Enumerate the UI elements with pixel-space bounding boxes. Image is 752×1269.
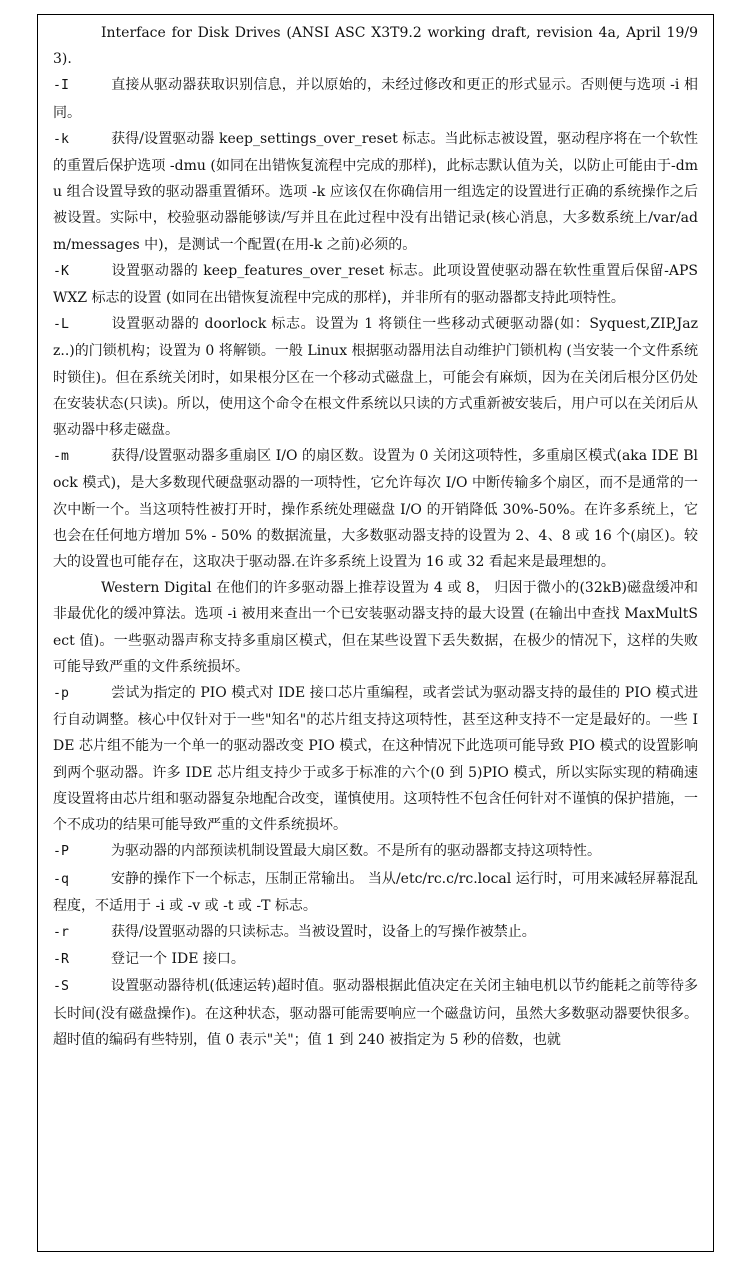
option-flag: -I	[53, 78, 69, 94]
option-description: 获得/设置驱动器的只读标志。当被设置时，设备上的写操作被禁止。	[111, 923, 536, 940]
option-description: 设置驱动器的 doorlock 标志。设置为 1 将锁住一些移动式硬驱动器(如：Syquest,ZIP,Jazz..)的门锁机构；设置为 0 将解锁。一般 Linux 根据驱动器用法自动维护门锁机构 (当安装一个文件系统时锁住)。但在系统关闭时，如果根分区在一个移动式磁盘上，可能会有麻烦，因为在关闭后根分区仍处在安装状态(只读)。所以，使用这个命令在根文件系统以只读的方式重新被安装后，用户可以在关闭后从驱动器中移走磁盘。	[53, 316, 698, 439]
option-I	[53, 72, 698, 125]
option-K	[53, 258, 698, 311]
option-flag: -P	[53, 844, 69, 860]
option-R	[53, 946, 698, 973]
option-flag: -k	[53, 131, 69, 147]
option-L	[53, 311, 698, 443]
option-flag: -m	[53, 449, 69, 465]
option-description: 安静的操作下一个标志，压制正常输出。 当从/etc/rc.c/rc.local 运行时，可用来减轻屏幕混乱程度，不适用于 -i 或 -v 或 -t 或 -T 标志。	[53, 870, 698, 914]
option-m	[53, 443, 698, 575]
option-p	[53, 680, 698, 838]
option-k	[53, 126, 698, 258]
option-q	[53, 866, 698, 919]
option-S	[53, 973, 698, 1053]
document-page	[37, 14, 714, 1252]
option-flag: -q	[53, 871, 69, 887]
option-flag: -K	[53, 263, 69, 279]
option-description: 直接从驱动器获取识别信息，并以原始的，未经过修改和更正的形式显示。否则便与选项 -i 相同。	[53, 77, 698, 121]
option-flag: -R	[53, 952, 69, 968]
option-flag: -S	[53, 979, 69, 995]
option-description: 设置驱动器的 keep_features_over_reset 标志。此项设置使驱动器在软性重置后保留-APSWXZ 标志的设置 (如同在出错恢复流程中完成的那样)，并非所有的驱动器都支持此项特性。	[53, 262, 698, 307]
option-description: 为驱动器的内部预读机制设置最大扇区数。不是所有的驱动器都支持这项特性。	[111, 843, 601, 860]
option-description: 尝试为指定的 PIO 模式对 IDE 接口芯片重编程，或者尝试为驱动器支持的最佳的 PIO 模式进行自动调整。核心中仅针对于一些"知名"的芯片组支持这项特性，甚至这种支持不一定是最好的。一些 IDE 芯片组不能为一个单一的驱动器改变 PIO 模式，在这种情况下此选项可能导致 PIO 模式的设置影响到两个驱动器。许多 IDE 芯片组支持少于或多于标准的六个(0 到 5)PIO 模式，所以实际实现的精确速度设置将由芯片组和驱动器复杂地配合改变，谨慎使用。这项特性不包含任何针对不谨慎的保护措施，一个不成功的结果可能导致严重的文件系统损坏。	[53, 685, 698, 834]
option-flag: -r	[53, 924, 69, 940]
option-P	[53, 838, 698, 865]
option-description: 设置驱动器待机(低速运转)超时值。驱动器根据此值决定在关闭主轴电机以节约能耗之前等待多长时间(没有磁盘操作)。在这种状态，驱动器可能需要响应一个磁盘访问，虽然大多数驱动器要快很多。超时值的编码有些特别，值 0 表示"关"；值 1 到 240 被指定为 5 秒的倍数，也就	[53, 978, 698, 1048]
option-description: 获得/设置驱动器 keep_settings_over_reset 标志。当此标志被设置，驱动程序将在一个软性的重置后保护选项 -dmu (如同在出错恢复流程中完成的那样)，此标志默认值为关，以防止可能由于-dmu 组合设置导致的驱动器重置循环。选项 -k 应该仅在你确信用一组选定的设置进行正确的系统操作之后被设置。实际中，校验驱动器能够读/写并且在此过程中没有出错记录(核心消息，大多数系统上/var/adm/messages 中)，是测试一个配置(在用-k 之前)必须的。	[53, 130, 698, 253]
option-description: 登记一个 IDE 接口。	[111, 951, 245, 968]
option-flag: -p	[53, 686, 69, 702]
option-r	[53, 919, 698, 946]
western-digital-paragraph: Western Digital 在他们的许多驱动器上推荐设置为 4 或 8， 归因于微小的(32kB)磁盘缓冲和非最优化的缓冲算法。选项 -i 被用来查出一个已安装驱动器支持的最大设置 (在输出中查找 MaxMultSect 值)。一些驱动器声称支持多重扇区模式，但在某些设置下丢失数据，在极少的情况下，这样的失败可能导致严重的文件系统损坏。	[53, 580, 698, 675]
option-flag: -L	[53, 317, 69, 333]
option-description: 获得/设置驱动器多重扇区 I/O 的扇区数。设置为 0 关闭这项特性，多重扇区模式(aka IDE Block 模式)，是大多数现代硬盘驱动器的一项特性，它允许每次 I/O 中断传输多个扇区，而不是通常的一次中断一个。当这项特性被打开时，操作系统处理磁盘 I/O 的开销降低 30%-50%。在许多系统上，它也会在任何地方增加 5% - 50% 的数据流量，大多数驱动器支持的设置为 2、4、8 或 16 个(扇区)。较大的设置也可能存在，这取决于驱动器.在许多系统上设置为 16 或 32 看起来是最理想的。	[53, 448, 698, 571]
intro-paragraph: Interface for Disk Drives (ANSI ASC X3T9.2 working draft, revision 4a, April 19/93).	[53, 25, 698, 68]
